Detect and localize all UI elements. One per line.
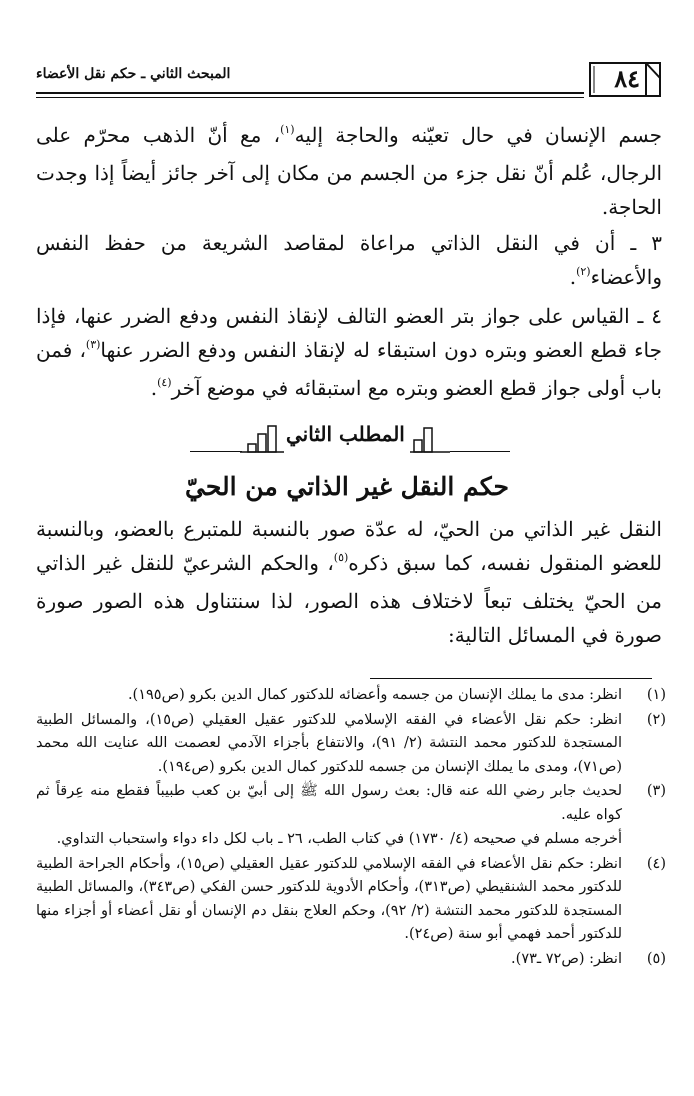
footnote-number: (٢) [646, 711, 666, 728]
header-title: المبحث الثاني ـ حكم نقل الأعضاء [36, 66, 231, 82]
footnote-text: انظر: حكم نقل الأعضاء في الفقه الإسلامي للدكتور عقيل العقيلي (ص١٥)، وأحكام الجراحة الطبية للدكتور محمد الشنقيطي (ص٣١٣)، وأحكام الأدوية للدكتور حسن الفكي (ص٣٤٣)، والمسائل الطبية المستجدة للدكتور محمد النتشة (٢/ ٩٢)، وحكم العلاج بنقل دم الإنسان أو نقل أعضاء أو أجزاء منها للدكتور أحمد فهمي أبو سنة (ص٢٤). [36, 855, 623, 942]
header-rule [36, 92, 584, 94]
footnote [36, 948, 666, 972]
section-heading: حكم النقل غير الذاتي من الحيّ [185, 472, 509, 501]
footnote [36, 684, 666, 708]
footnote [36, 709, 666, 780]
subsection-rule-left [190, 451, 242, 452]
subsection-title: المطلب الثاني [286, 422, 405, 446]
footnote-number: (٣) [646, 783, 666, 799]
footnote-ref-3[interactable]: (٣) [85, 338, 101, 351]
footnote-number: (١) [646, 687, 666, 703]
page-number-box [588, 60, 662, 98]
ornament-icon [410, 424, 450, 454]
page-number: ٨٤ [614, 64, 640, 93]
footnote [36, 780, 666, 827]
footnote-ref-2[interactable]: (٢) [576, 265, 591, 278]
footnote-text: انظر: (ص٧٢ ـ٧٣). [511, 950, 622, 967]
footnote-text: انظر: مدى ما يملك الإنسان من جسمه وأعضائه للدكتور كمال الدين بكرو (ص١٩٥). [127, 687, 622, 703]
footnote-number: (٥) [646, 950, 666, 967]
footnotes [36, 684, 666, 971]
paragraph-4: النقل غير الذاتي من الحيّ، له عدّة صور بالنسبة للمتبرع بالعضو، وبالنسبة للعضو المنقول نفسه، كما سبق ذكره$^{(٥)}$، والحكم الشرعيّ للنقل غير الذاتي من الحيّ يختلف تبعاً لاختلاف هذه الصور، لذا سنتناول هذه الصور صورة صورة في المسائل التالية: [36, 517, 662, 647]
footnote-number: (٤) [646, 855, 666, 872]
subsection-banner [0, 418, 694, 458]
footnote-ref-4[interactable]: (٤) [157, 376, 172, 389]
footnote-text: أخرجه مسلم في صحيحه (٤/ ١٧٣٠) في كتاب الطب، ٢٦ ـ باب لكل داء دواء واستحباب التداوي. [56, 831, 622, 847]
footnote-text: لحديث جابر رضي الله عنه قال: بعث رسول الله ﷺ إلى أبيّ بن كعب طبيباً فقطع منه عِرقاً ثم كواه عليه. [36, 783, 622, 823]
running-header [36, 60, 662, 98]
ornament-icon [240, 424, 284, 454]
footnote-continuation [36, 828, 666, 852]
header-rule-thin [36, 97, 584, 98]
paragraph-3: ٤ ـ القياس على جواز بتر العضو التالف لإنقاذ النفس ودفع الضرر عنها، فإذا جاء قطع العضو وبتره دون استبقاء له لإنقاذ النفس ودفع الضرر عنها$^{(٣)}$، فمن باب أولى جواز قطع العضو وبتره مع استبقائه في موضع آخر$^{(٤)}$. [36, 304, 662, 400]
subsection-rule-right [450, 451, 510, 452]
footnote [36, 853, 666, 947]
footnote-text: انظر: حكم نقل الأعضاء في الفقه الإسلامي للدكتور عقيل العقيلي (ص١٥)، والمسائل الطبية المستجدة للدكتور محمد النتشة (٢/ ٩١)، والانتفاع بأجزاء الآدمي لعصمت الله عنايت الله محمد (ص٧١)، ومدى ما يملك الإنسان من جسمه للدكتور كمال الدين بكرو (ص١٩٤). [36, 711, 623, 775]
footnote-separator [370, 678, 652, 679]
paragraph-1: جسم الإنسان في حال تعيّنه والحاجة إليه$^{(١)}$، مع أنّ الذهب محرّم على الرجال، عُلم أنّ نقل جزء من الجسم من مكان إلى آخر جائز أيضاً إذا وجدت الحاجة. [36, 123, 662, 219]
paragraph-2: ٣ ـ أن في النقل الذاتي مراعاة لمقاصد الشريعة من حفظ النفس والأعضاء$^{(٢)}$. [36, 231, 662, 289]
footnote-ref-1[interactable]: (١) [280, 123, 295, 136]
footnote-ref-5[interactable]: (٥) [333, 551, 349, 564]
